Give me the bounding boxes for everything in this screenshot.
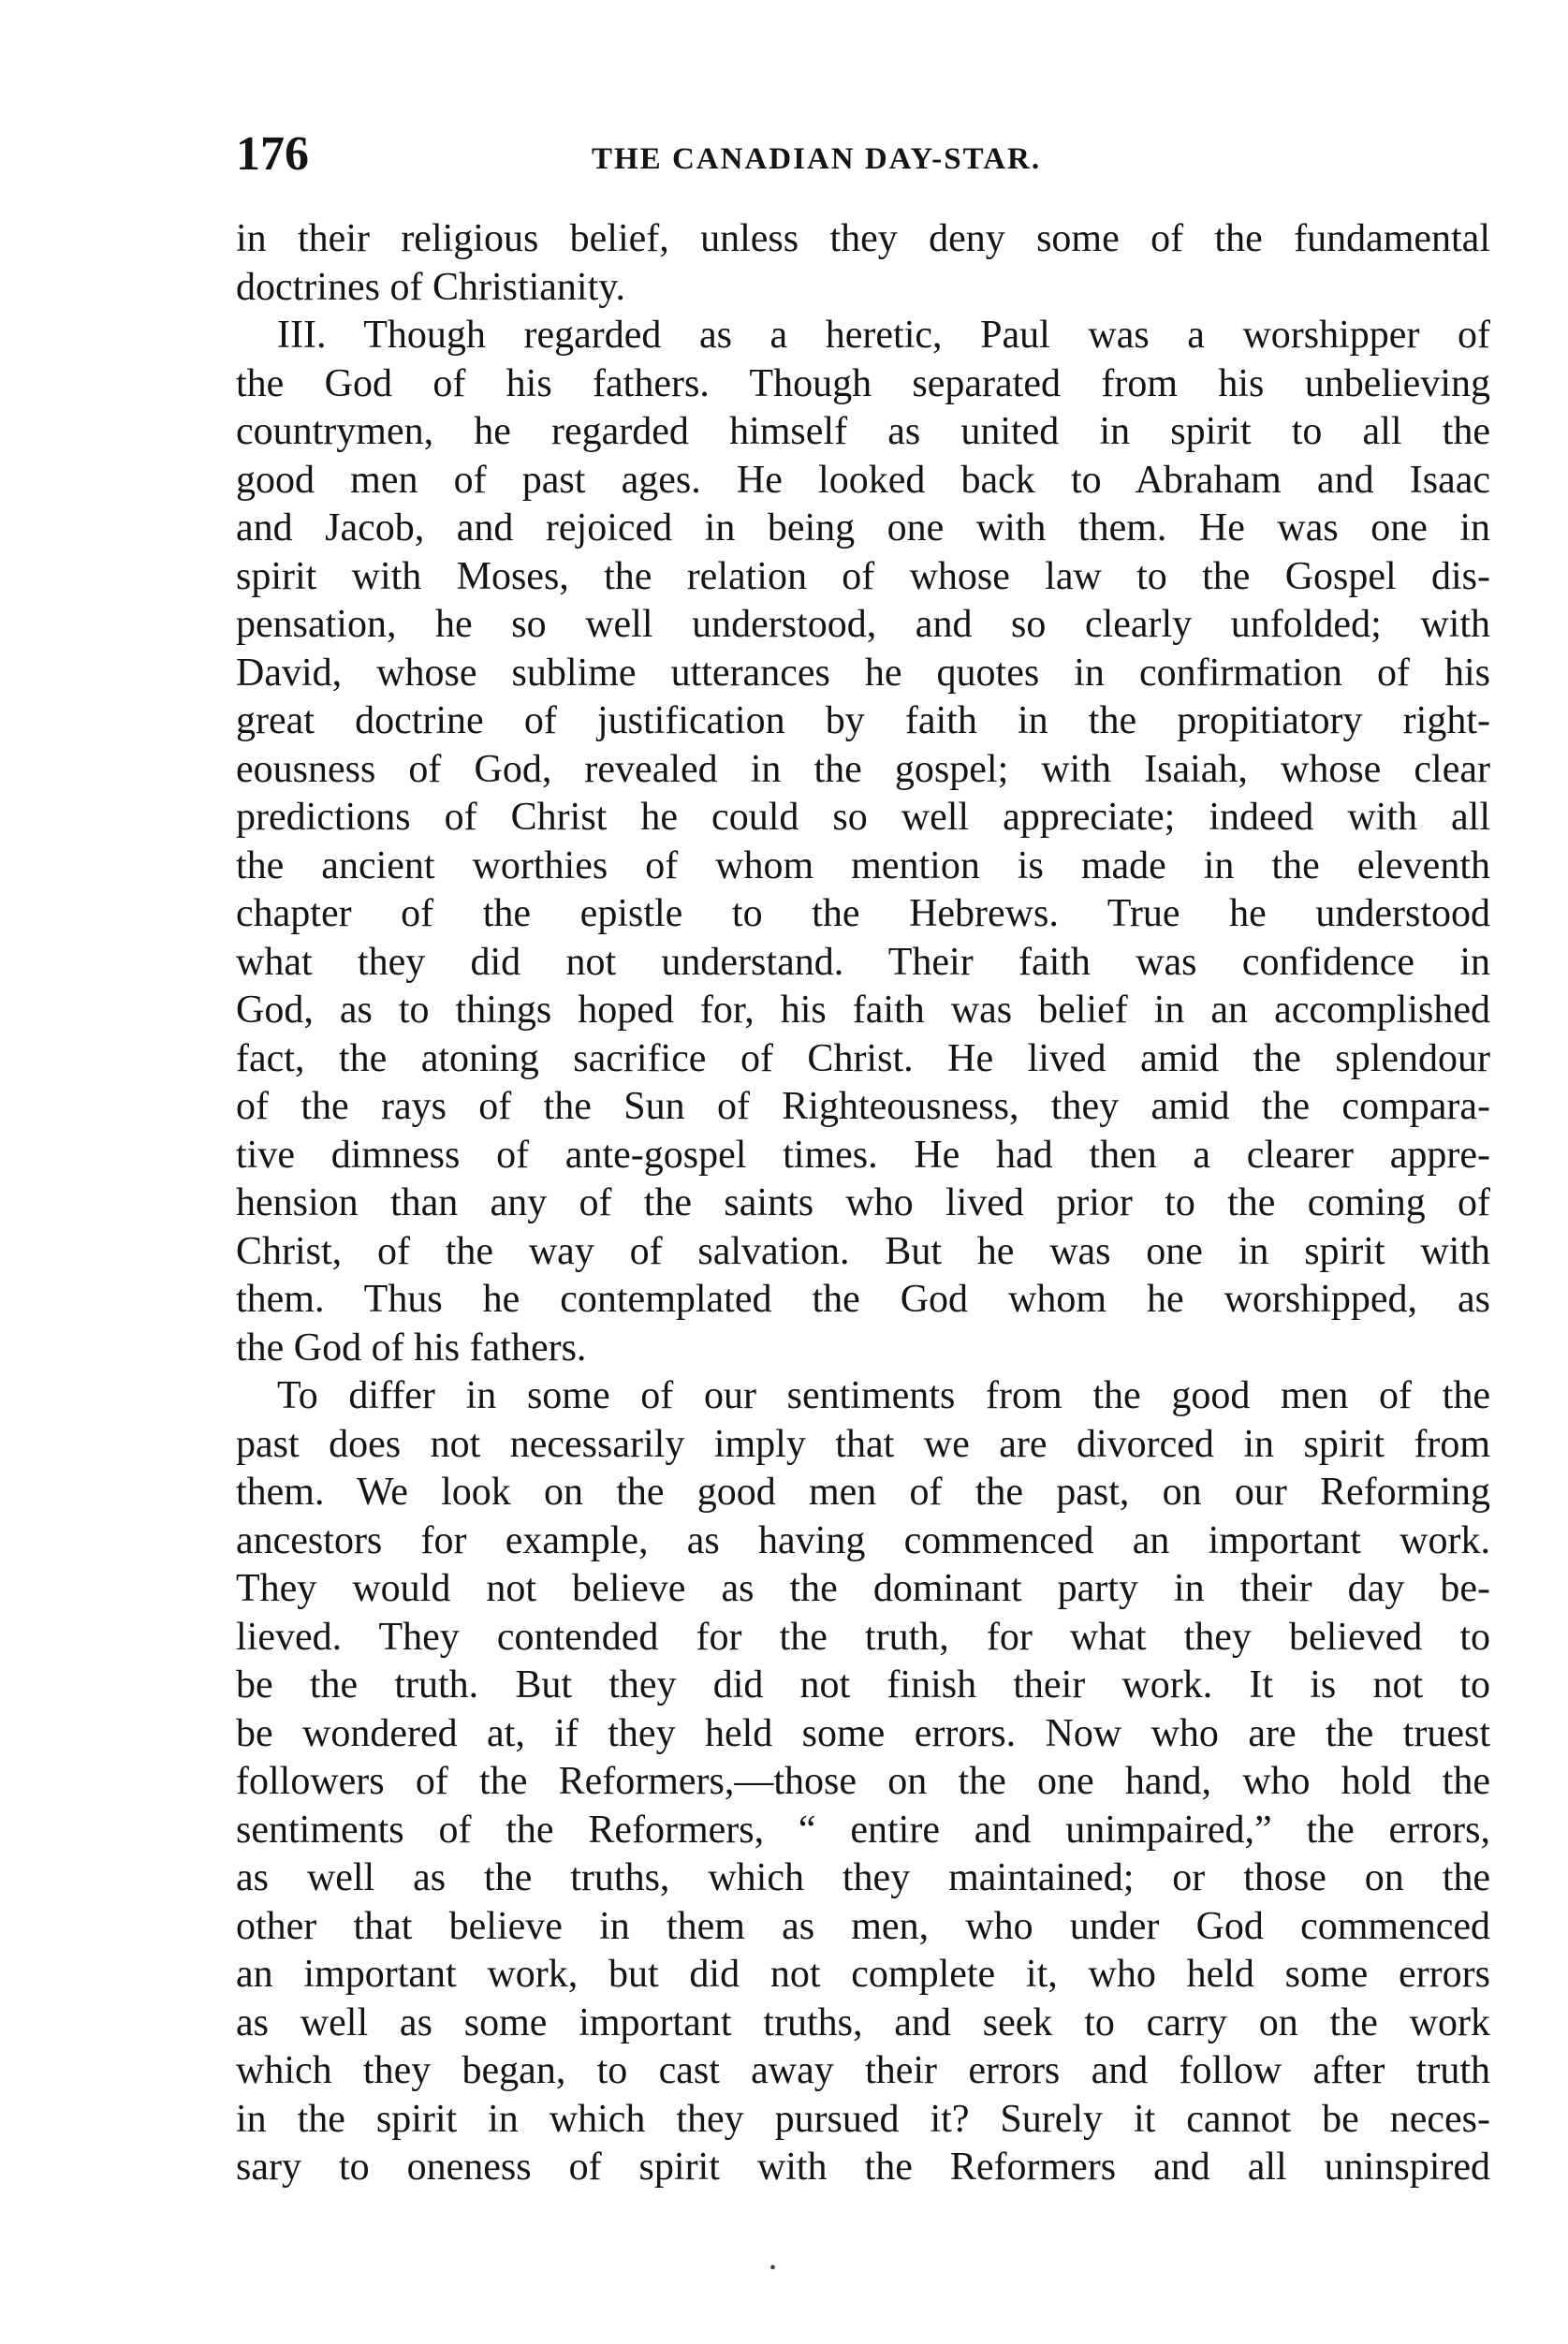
text-line: of the rays of the Sun of Righteousness, they amid the compara- (236, 1085, 1490, 1128)
text-line: the God of his fathers. (236, 1326, 587, 1370)
text-line: ancestors for example, as having commenced an important work. (236, 1518, 1490, 1562)
text-line: what they did not understand. Their faith was confidence in (236, 940, 1490, 984)
text-line: They would not believe as the dominant party in their day be- (236, 1567, 1490, 1610)
footer-mark: • (769, 2258, 777, 2278)
text-line: the God of his fathers. Though separated from his unbelieving (236, 361, 1490, 405)
text-line: To differ in some of our sentiments from the good men of the (277, 1374, 1490, 1417)
text-line: be the truth. But they did not finish their work. It is not to (236, 1663, 1490, 1707)
text-line: be wondered at, if they held some errors. Now who are the truest (236, 1711, 1490, 1755)
text-line: countrymen, he regarded himself as united in spirit to all the (236, 410, 1490, 453)
text-line: them. We look on the good men of the past, on our Reforming (236, 1471, 1490, 1514)
text-line: in their religious belief, unless they deny some of the fundamental (236, 217, 1490, 260)
text-line: David, whose sublime utterances he quotes in confirmation of his (236, 651, 1490, 695)
text-line: other that believe in them as men, who under God commenced (236, 1904, 1490, 1948)
running-title: THE CANADIAN DAY-STAR. (592, 142, 1042, 176)
text-line: III. Though regarded as a heretic, Paul was a worshipper of (277, 314, 1490, 357)
text-line: them. Thus he contemplated the God whom he worshipped, as (236, 1278, 1490, 1321)
text-line: doctrines of Christianity. (236, 265, 626, 309)
text-line: lieved. They contended for the truth, for what they believed to (236, 1615, 1490, 1659)
text-line: spirit with Moses, the relation of whose law to the Gospel dis- (236, 554, 1490, 598)
text-line: predictions of Christ he could so well appreciate; indeed with all (236, 796, 1490, 839)
text-line: God, as to things hoped for, his faith was belief in an accomplished (236, 989, 1490, 1032)
text-line: tive dimness of ante-gospel times. He had then a clearer appre- (236, 1133, 1490, 1177)
page-number: 176 (236, 127, 309, 181)
text-line: the ancient worthies of whom mention is made in the eleventh (236, 843, 1490, 887)
text-line: in the spirit in which they pursued it? Surely it cannot be neces- (236, 2097, 1490, 2141)
text-line: great doctrine of justification by faith in the propitiatory right- (236, 699, 1490, 742)
text-line: and Jacob, and rejoiced in being one with them. He was one in (236, 506, 1490, 549)
text-line: an important work, but did not complete it, who held some errors (236, 1953, 1490, 1996)
text-line: sentiments of the Reformers, “ entire and unimpaired,” the errors, (236, 1808, 1490, 1852)
text-line: sary to oneness of spirit with the Reformers and all uninspired (236, 2146, 1490, 2189)
text-line: chapter of the epistle to the Hebrews. True he understood (236, 892, 1490, 935)
text-line: followers of the Reformers,—those on the one hand, who hold the (236, 1760, 1490, 1803)
book-page (236, 122, 1490, 2192)
text-line: past does not necessarily imply that we are divorced in spirit from (236, 1422, 1490, 1466)
text-line: which they began, to cast away their errors and follow after truth (236, 2049, 1490, 2092)
text-line: good men of past ages. He looked back to Abraham and Isaac (236, 458, 1490, 502)
text-line: pensation, he so well understood, and so clearly unfolded; with (236, 603, 1490, 646)
page-header (236, 122, 1490, 195)
text-line: as well as some important truths, and seek to carry on the work (236, 2000, 1490, 2044)
text-line: fact, the atoning sacrifice of Christ. He lived amid the splendour (236, 1036, 1490, 1080)
body-text (236, 215, 1490, 2192)
text-line: as well as the truths, which they maintained; or those on the (236, 1856, 1490, 1899)
text-line: hension than any of the saints who lived prior to the coming of (236, 1181, 1490, 1224)
text-line: eousness of God, revealed in the gospel; with Isaiah, whose clear (236, 747, 1490, 791)
text-line: Christ, of the way of salvation. But he was one in spirit with (236, 1229, 1490, 1273)
